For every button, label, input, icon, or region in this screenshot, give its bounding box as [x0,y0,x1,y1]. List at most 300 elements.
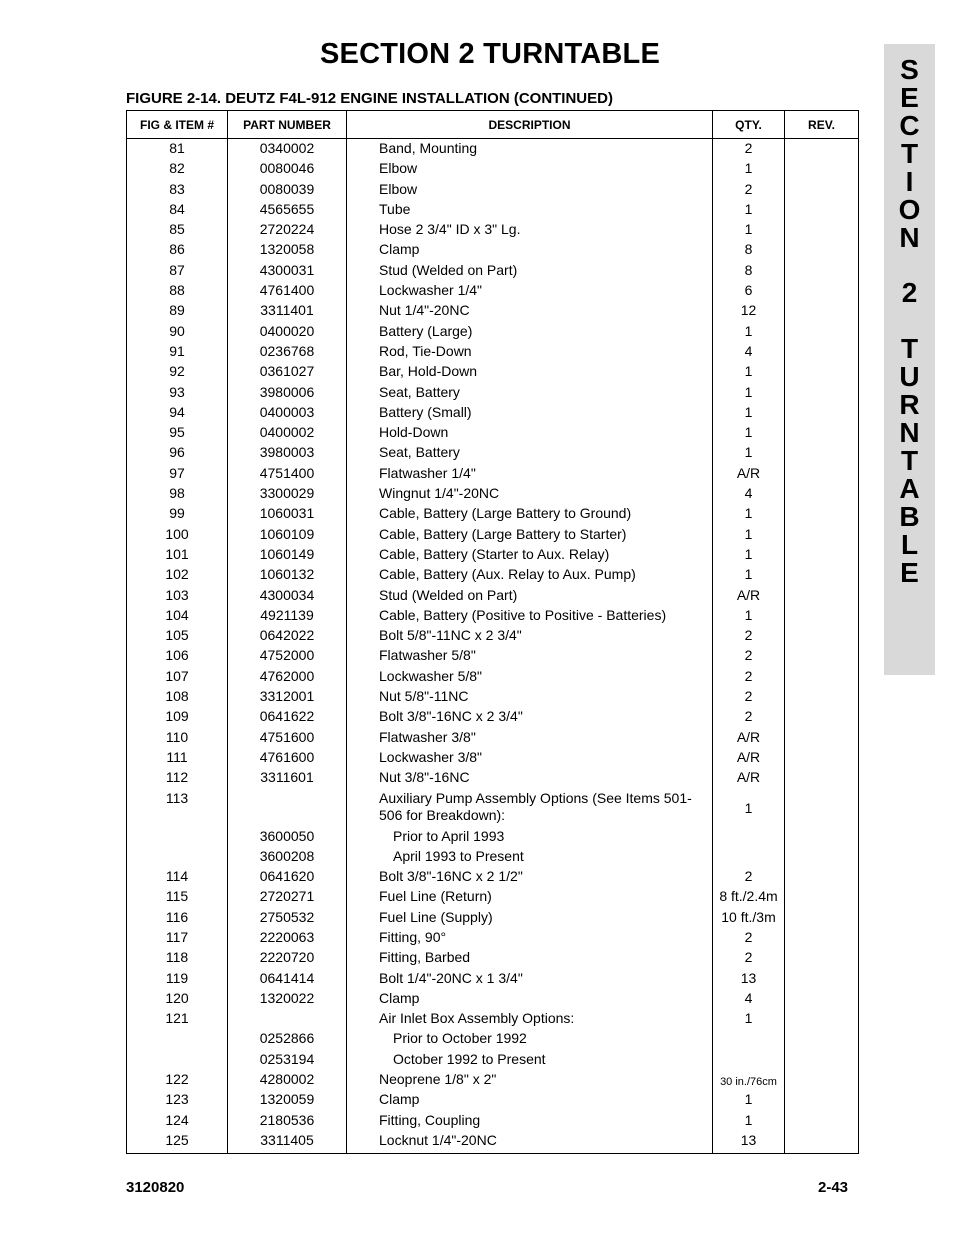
item-number-cell: 88 [127,282,228,302]
item-number-cell: 83 [127,181,228,201]
quantity-cell: 4 [713,485,785,505]
table-row [127,444,859,464]
table-row [127,1112,859,1132]
table-row [127,688,859,708]
description-cell: Tube [347,201,713,221]
item-number-cell: 97 [127,465,228,485]
table-row [127,828,859,848]
table-row [127,949,859,969]
revision-cell [785,424,859,444]
revision-cell [785,485,859,505]
table-row [127,181,859,201]
item-number-cell: 90 [127,323,228,343]
description-cell: Flatwasher 5/8" [347,647,713,667]
part-number-cell: 0080046 [228,160,347,180]
revision-cell [785,888,859,908]
description-cell: Bar, Hold-Down [347,363,713,383]
quantity-cell: 2 [713,688,785,708]
quantity-cell: 8 ft./2.4m [713,888,785,908]
description-cell: Battery (Large) [347,323,713,343]
revision-cell [785,909,859,929]
part-number-cell: 0641414 [228,970,347,990]
quantity-cell: 13 [713,970,785,990]
revision-cell [785,848,859,868]
item-number-cell: 117 [127,929,228,949]
column-header-part-number: PART NUMBER [228,111,347,139]
part-number-cell: 4565655 [228,201,347,221]
part-number-cell: 3600208 [228,848,347,868]
quantity-cell: 1 [713,1091,785,1111]
quantity-cell: A/R [713,769,785,789]
item-number-cell: 119 [127,970,228,990]
item-number-cell: 102 [127,566,228,586]
table-row [127,909,859,929]
quantity-cell: 8 [713,241,785,261]
part-number-cell: 1320058 [228,241,347,261]
quantity-cell: 8 [713,262,785,282]
item-number-cell: 104 [127,607,228,627]
description-cell: Fitting, Barbed [347,949,713,969]
revision-cell [785,201,859,221]
revision-cell [785,647,859,667]
item-number-cell: 124 [127,1112,228,1132]
revision-cell [785,302,859,322]
quantity-cell: 1 [713,1112,785,1132]
revision-cell [785,627,859,647]
table-row [127,848,859,868]
description-cell: Prior to October 1992 [347,1030,713,1050]
revision-cell [785,404,859,424]
revision-cell [785,566,859,586]
table-row [127,323,859,343]
revision-cell [785,688,859,708]
tab-letter: 2 [901,277,918,308]
quantity-cell: 1 [713,607,785,627]
quantity-cell: 2 [713,868,785,888]
quantity-cell: 1 [713,505,785,525]
quantity-cell: 2 [713,708,785,728]
table-row [127,1071,859,1091]
table-row [127,221,859,241]
description-cell: Nut 1/4"-20NC [347,302,713,322]
revision-cell [785,970,859,990]
tab-letter: E [900,82,919,113]
part-number-cell: 4751400 [228,465,347,485]
item-number-cell: 105 [127,627,228,647]
tab-letter: R [899,389,920,420]
description-cell: Hose 2 3/4" ID x 3" Lg. [347,221,713,241]
table-row [127,627,859,647]
tab-letter: L [900,529,919,560]
revision-cell [785,139,859,161]
table-row [127,404,859,424]
quantity-cell: 1 [713,546,785,566]
table-row [127,607,859,627]
item-number-cell: 108 [127,688,228,708]
quantity-cell: 10 ft./3m [713,909,785,929]
description-cell: Hold-Down [347,424,713,444]
part-number-cell: 3312001 [228,688,347,708]
part-number-cell: 1320022 [228,990,347,1010]
part-number-cell: 3980006 [228,384,347,404]
table-row [127,647,859,667]
item-number-cell: 85 [127,221,228,241]
section-title: SECTION 2 TURNTABLE [320,38,660,70]
revision-cell [785,1071,859,1091]
item-number-cell: 96 [127,444,228,464]
description-cell: Fitting, 90° [347,929,713,949]
item-number-cell: 121 [127,1010,228,1030]
tab-letter: U [899,361,920,392]
part-number-cell: 3311601 [228,769,347,789]
revision-cell [785,241,859,261]
column-header-item: FIG & ITEM # [127,111,228,139]
quantity-cell: 1 [713,444,785,464]
quantity-cell: 2 [713,929,785,949]
part-number-cell: 2720271 [228,888,347,908]
tab-letter: A [899,473,920,504]
part-number-cell: 0252866 [228,1030,347,1050]
revision-cell [785,769,859,789]
description-cell: Nut 5/8"-11NC [347,688,713,708]
part-number-cell: 1060149 [228,546,347,566]
item-number-cell: 100 [127,526,228,546]
description-cell: Cable, Battery (Large Battery to Starter) [347,526,713,546]
item-number-cell: 87 [127,262,228,282]
table-row [127,282,859,302]
table-row [127,868,859,888]
description-cell: Auxiliary Pump Assembly Options (See Items 501-506 for Breakdown): [347,790,713,828]
parts-table-body [127,139,859,1154]
quantity-cell: 1 [713,363,785,383]
quantity-cell: 2 [713,668,785,688]
table-row [127,587,859,607]
page-number: 2-43 [818,1179,849,1196]
part-number-cell: 0400020 [228,323,347,343]
quantity-cell: A/R [713,749,785,769]
item-number-cell: 89 [127,302,228,322]
table-row [127,566,859,586]
revision-cell [785,668,859,688]
revision-cell [785,262,859,282]
description-cell: Seat, Battery [347,444,713,464]
revision-cell [785,1091,859,1111]
part-number-cell: 4300031 [228,262,347,282]
part-number-cell [228,1010,347,1030]
tab-letter: T [900,445,919,476]
quantity-cell: A/R [713,465,785,485]
part-number-cell: 1320059 [228,1091,347,1111]
table-row [127,302,859,322]
tab-letter: T [900,333,919,364]
table-row [127,363,859,383]
description-cell: Wingnut 1/4"-20NC [347,485,713,505]
item-number-cell: 116 [127,909,228,929]
item-number-cell: 110 [127,729,228,749]
part-number-cell: 1060031 [228,505,347,525]
description-cell: Bolt 5/8"-11NC x 2 3/4" [347,627,713,647]
quantity-cell: 12 [713,302,785,322]
part-number-cell: 0236768 [228,343,347,363]
table-row [127,749,859,769]
item-number-cell: 118 [127,949,228,969]
description-cell: Elbow [347,181,713,201]
table-row [127,1010,859,1030]
table-row [127,970,859,990]
table-row [127,546,859,566]
part-number-cell: 2220720 [228,949,347,969]
part-number-cell: 0340002 [228,139,347,161]
description-cell: Fuel Line (Return) [347,888,713,908]
description-cell: Rod, Tie-Down [347,343,713,363]
description-cell: Neoprene 1/8" x 2" [347,1071,713,1091]
part-number-cell: 4761600 [228,749,347,769]
item-number-cell: 125 [127,1132,228,1154]
tab-letter: B [899,501,920,532]
tab-letter: O [898,194,921,225]
description-cell: Stud (Welded on Part) [347,587,713,607]
item-number-cell: 81 [127,139,228,161]
part-number-cell: 2720224 [228,221,347,241]
description-cell: Elbow [347,160,713,180]
quantity-cell: 6 [713,282,785,302]
description-cell: Bolt 1/4"-20NC x 1 3/4" [347,970,713,990]
part-number-cell [228,790,347,828]
item-number-cell: 122 [127,1071,228,1091]
item-number-cell: 114 [127,868,228,888]
tab-letter: S [900,54,919,85]
item-number-cell: 123 [127,1091,228,1111]
tab-letter: C [899,110,920,141]
table-row [127,241,859,261]
table-row [127,384,859,404]
description-cell: Bolt 3/8"-16NC x 2 3/4" [347,708,713,728]
quantity-cell: 30 in./76cm [713,1071,785,1091]
revision-cell [785,729,859,749]
revision-cell [785,160,859,180]
table-row [127,769,859,789]
quantity-cell: 2 [713,139,785,161]
description-cell: Cable, Battery (Aux. Relay to Aux. Pump) [347,566,713,586]
description-cell: Cable, Battery (Large Battery to Ground) [347,505,713,525]
revision-cell [785,790,859,828]
parts-table [126,110,859,1154]
document-number: 3120820 [126,1179,185,1196]
column-header-description: DESCRIPTION [347,111,713,139]
item-number-cell [127,848,228,868]
tab-letter: N [899,222,920,253]
quantity-cell: 1 [713,384,785,404]
description-cell: Lockwasher 3/8" [347,749,713,769]
item-number-cell [127,1051,228,1071]
item-number-cell: 98 [127,485,228,505]
part-number-cell: 1060132 [228,566,347,586]
revision-cell [785,465,859,485]
description-cell: Cable, Battery (Starter to Aux. Relay) [347,546,713,566]
part-number-cell: 0361027 [228,363,347,383]
revision-cell [785,990,859,1010]
description-cell: Locknut 1/4"-20NC [347,1132,713,1154]
quantity-cell [713,828,785,848]
description-cell: Flatwasher 1/4" [347,465,713,485]
item-number-cell: 120 [127,990,228,1010]
table-row [127,485,859,505]
column-header-rev: REV. [785,111,859,139]
revision-cell [785,505,859,525]
quantity-cell: A/R [713,729,785,749]
quantity-cell: 1 [713,526,785,546]
description-cell: Clamp [347,990,713,1010]
revision-cell [785,444,859,464]
revision-cell [785,749,859,769]
quantity-cell: 13 [713,1132,785,1154]
description-cell: Seat, Battery [347,384,713,404]
figure-title: FIGURE 2-14. DEUTZ F4L-912 ENGINE INSTALLATION (CONTINUED) [126,90,613,107]
quantity-cell: A/R [713,587,785,607]
part-number-cell: 3311405 [228,1132,347,1154]
revision-cell [785,828,859,848]
description-cell: Lockwasher 1/4" [347,282,713,302]
table-row [127,708,859,728]
revision-cell [785,587,859,607]
revision-cell [785,868,859,888]
item-number-cell: 92 [127,363,228,383]
table-row [127,526,859,546]
quantity-cell: 1 [713,424,785,444]
tab-letter: N [899,417,920,448]
part-number-cell: 0400003 [228,404,347,424]
description-cell: Stud (Welded on Part) [347,262,713,282]
part-number-cell: 4300034 [228,587,347,607]
revision-cell [785,221,859,241]
description-cell: Battery (Small) [347,404,713,424]
description-cell: Nut 3/8"-16NC [347,769,713,789]
quantity-cell: 1 [713,323,785,343]
description-cell: Fuel Line (Supply) [347,909,713,929]
part-number-cell: 2750532 [228,909,347,929]
part-number-cell: 4762000 [228,668,347,688]
description-cell: Air Inlet Box Assembly Options: [347,1010,713,1030]
item-number-cell: 101 [127,546,228,566]
quantity-cell: 2 [713,181,785,201]
revision-cell [785,343,859,363]
table-row [127,888,859,908]
table-row [127,505,859,525]
quantity-cell: 1 [713,160,785,180]
quantity-cell [713,848,785,868]
tab-letter: I [905,166,914,197]
part-number-cell: 4752000 [228,647,347,667]
table-row [127,139,859,161]
quantity-cell: 4 [713,990,785,1010]
description-cell: Clamp [347,1091,713,1111]
part-number-cell: 1060109 [228,526,347,546]
revision-cell [785,1112,859,1132]
quantity-cell: 1 [713,1010,785,1030]
part-number-cell: 4921139 [228,607,347,627]
table-row [127,729,859,749]
part-number-cell: 4280002 [228,1071,347,1091]
table-row [127,668,859,688]
item-number-cell: 106 [127,647,228,667]
item-number-cell: 94 [127,404,228,424]
quantity-cell: 4 [713,343,785,363]
part-number-cell: 3980003 [228,444,347,464]
table-row [127,1091,859,1111]
revision-cell [785,384,859,404]
description-cell: Flatwasher 3/8" [347,729,713,749]
item-number-cell: 91 [127,343,228,363]
revision-cell [785,323,859,343]
column-header-qty: QTY. [713,111,785,139]
quantity-cell: 1 [713,790,785,828]
item-number-cell: 82 [127,160,228,180]
item-number-cell: 95 [127,424,228,444]
part-number-cell: 0080039 [228,181,347,201]
part-number-cell: 4751600 [228,729,347,749]
quantity-cell [713,1030,785,1050]
table-row [127,262,859,282]
quantity-cell: 1 [713,404,785,424]
description-cell: April 1993 to Present [347,848,713,868]
quantity-cell: 1 [713,566,785,586]
quantity-cell: 1 [713,201,785,221]
tab-letter: T [900,138,919,169]
revision-cell [785,1051,859,1071]
table-row [127,1051,859,1071]
description-cell: Band, Mounting [347,139,713,161]
part-number-cell: 0253194 [228,1051,347,1071]
item-number-cell: 107 [127,668,228,688]
table-row [127,465,859,485]
part-number-cell: 3311401 [228,302,347,322]
description-cell: Prior to April 1993 [347,828,713,848]
part-number-cell: 4761400 [228,282,347,302]
part-number-cell: 2180536 [228,1112,347,1132]
quantity-cell: 1 [713,221,785,241]
table-row [127,160,859,180]
section-side-tab [884,44,935,675]
description-cell: October 1992 to Present [347,1051,713,1071]
table-row [127,201,859,221]
revision-cell [785,363,859,383]
quantity-cell: 2 [713,647,785,667]
item-number-cell: 93 [127,384,228,404]
table-row [127,424,859,444]
item-number-cell: 111 [127,749,228,769]
item-number-cell: 113 [127,790,228,828]
description-cell: Fitting, Coupling [347,1112,713,1132]
table-row [127,1030,859,1050]
revision-cell [785,1010,859,1030]
revision-cell [785,282,859,302]
table-row [127,929,859,949]
revision-cell [785,1030,859,1050]
item-number-cell: 99 [127,505,228,525]
item-number-cell: 84 [127,201,228,221]
revision-cell [785,949,859,969]
quantity-cell: 2 [713,949,785,969]
item-number-cell: 115 [127,888,228,908]
part-number-cell: 2220063 [228,929,347,949]
part-number-cell: 0642022 [228,627,347,647]
table-row [127,790,859,828]
revision-cell [785,607,859,627]
revision-cell [785,1132,859,1154]
revision-cell [785,526,859,546]
description-cell: Cable, Battery (Positive to Positive - Batteries) [347,607,713,627]
revision-cell [785,546,859,566]
